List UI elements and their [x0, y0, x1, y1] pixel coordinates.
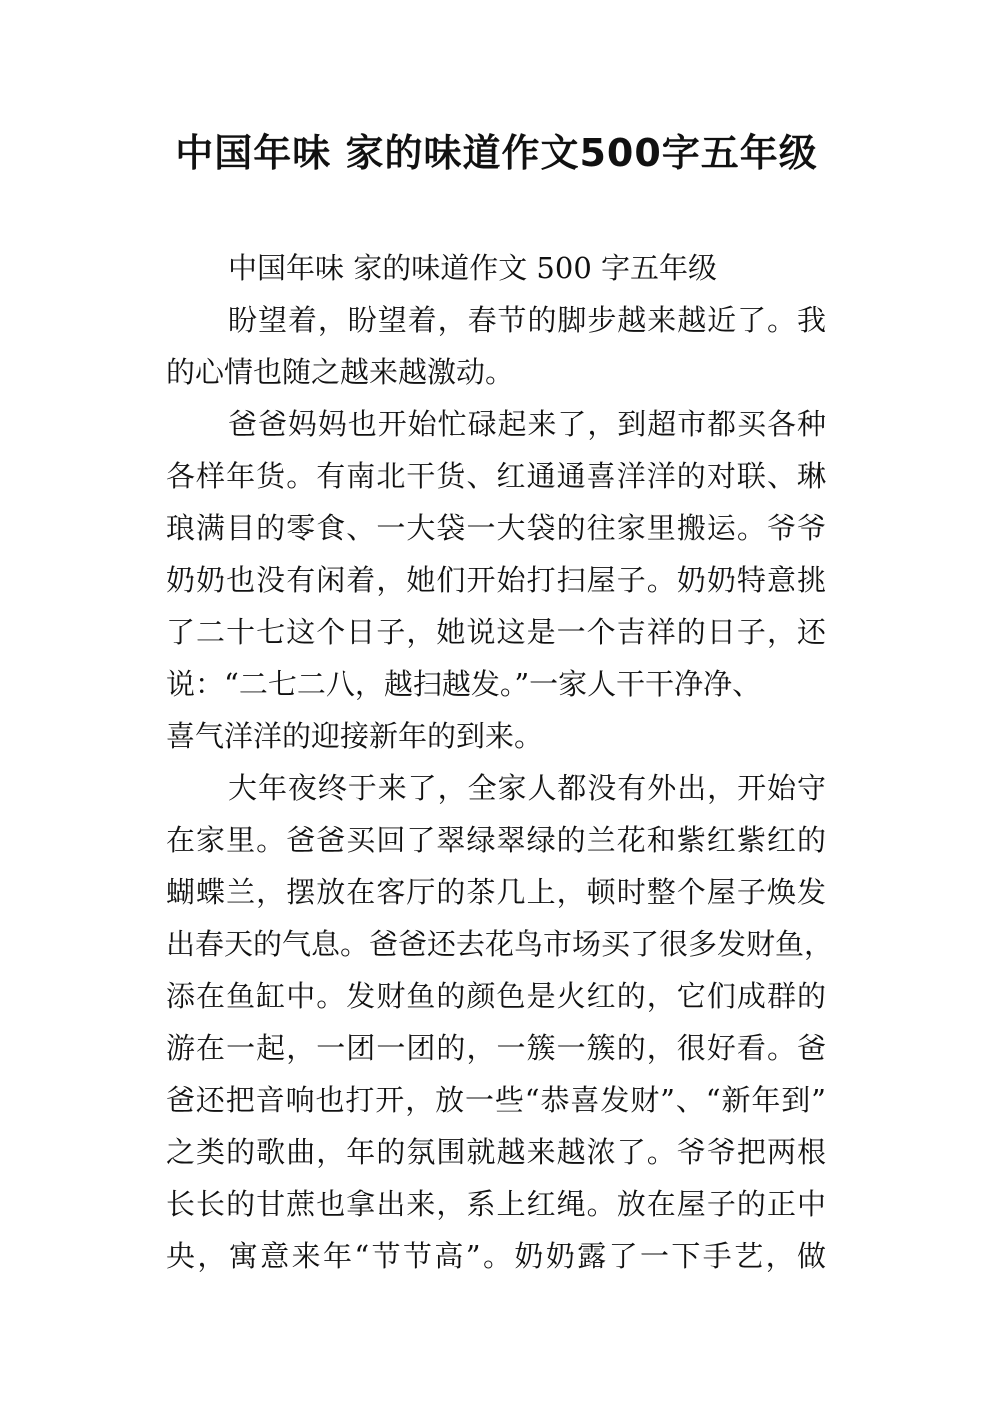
text-line: 奶奶也没有闲着，她们开始打扫屋子。奶奶特意挑: [166, 563, 826, 597]
text-line: 蝴蝶兰，摆放在客厅的茶几上，顿时整个屋子焕发: [166, 875, 826, 909]
text-line: 添在鱼缸中。发财鱼的颜色是火红的，它们成群的: [166, 979, 826, 1013]
text-line: 长长的甘蔗也拿出来，系上红绳。放在屋子的正中: [166, 1187, 826, 1221]
text-line: 各样年货。有南北干货、红通通喜洋洋的对联、琳: [166, 459, 826, 493]
text-line: 大年夜终于来了，全家人都没有外出，开始守: [228, 771, 826, 805]
text-line: 了二十七这个日子，她说这是一个吉祥的日子，还: [166, 615, 826, 649]
text-line: 的心情也随之越来越激动。: [166, 355, 515, 389]
text-line: 爸还把音响也打开，放一些“恭喜发财”、“新年到”: [166, 1083, 826, 1117]
text-line: 在家里。爸爸买回了翠绿翠绿的兰花和紫红紫红的: [166, 823, 826, 857]
text-line: 中国年味 家的味道作文 500 字五年级: [228, 251, 718, 285]
document-body: [166, 246, 834, 1286]
text-line: 之类的歌曲，年的氛围就越来越浓了。爷爷把两根: [166, 1135, 826, 1169]
text-line: 央，寓意来年“节节高”。奶奶露了一下手艺，做: [166, 1239, 826, 1273]
text-line: 盼望着，盼望着，春节的脚步越来越近了。我: [228, 303, 826, 337]
text-line: 出春天的气息。爸爸还去花鸟市场买了很多发财鱼，: [166, 927, 834, 961]
text-line: 爸爸妈妈也开始忙碌起来了，到超市都买各种: [228, 407, 826, 441]
text-line: 说：“二七二八，越扫越发。”一家人干干净净、: [166, 667, 762, 701]
text-line: 喜气洋洋的迎接新年的到来。: [166, 719, 544, 753]
text-line: 游在一起，一团一团的，一簇一簇的，很好看。爸: [166, 1031, 826, 1065]
text-line: 琅满目的零食、一大袋一大袋的往家里搬运。爷爷: [166, 511, 826, 545]
document-title: 中国年味 家的味道作文500字五年级: [175, 131, 818, 175]
